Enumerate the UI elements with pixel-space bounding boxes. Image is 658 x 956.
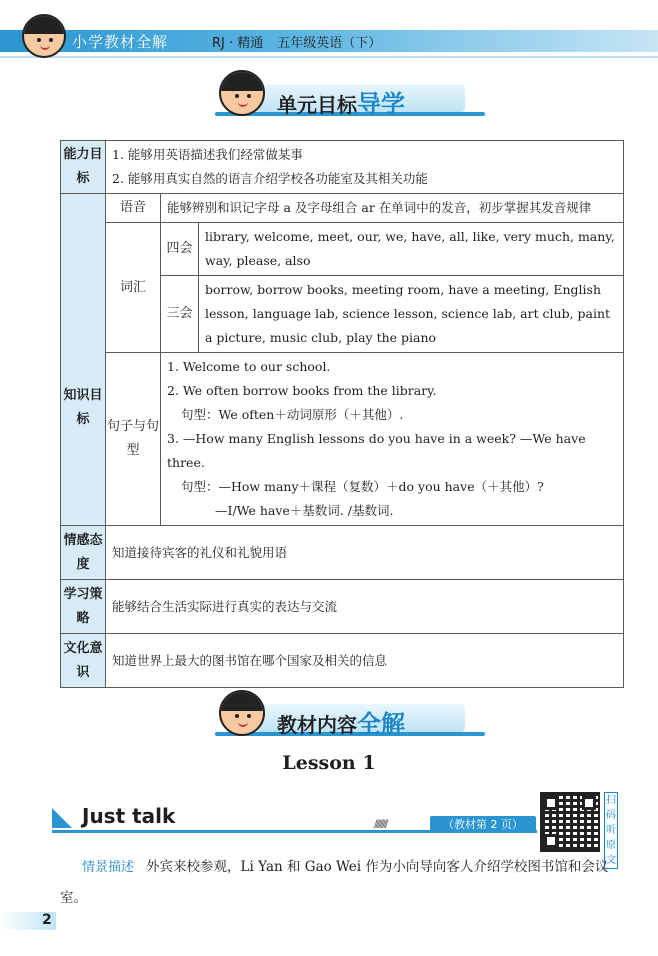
scene-text: 外宾来校参观，Li Yan 和 Gao Wei 作为小向导向客人介绍学校图书馆和会议室。	[60, 859, 609, 906]
just-talk-title: Just talk	[82, 804, 176, 828]
section-banner-content	[215, 700, 485, 738]
subheader-vocabulary: 词汇	[106, 223, 161, 353]
culture-content: 知道世界上最大的图书馆在哪个国家及相关的信息	[106, 634, 624, 688]
subheader-sentences: 句子与句型	[106, 353, 161, 526]
subheader-pronunciation: 语音	[106, 194, 161, 223]
page-number: 2	[42, 912, 52, 928]
unit-goals-table	[60, 140, 624, 688]
ability-content: 1. 能够用英语描述我们经常做某事 2. 能够用真实自然的语言介绍学校各功能室及其相关功能	[106, 141, 624, 194]
section-banner-unit-goals	[215, 80, 485, 118]
section-title: 单元目标导学	[277, 90, 405, 118]
hatch-decoration: /////////	[374, 819, 387, 830]
qr-label: 扫码听原文	[604, 792, 618, 869]
scene-label: 情景描述	[82, 860, 135, 875]
three-skills-content: borrow, borrow books, meeting room, have a meeting, English lesson, language lab, science lesson, science lab, art club, paint a picture, music club, play the piano	[199, 276, 624, 353]
subheader-four-skills: 四会	[161, 223, 199, 276]
row-header-culture: 文化意识	[61, 634, 106, 688]
table-row	[61, 223, 624, 276]
page-ref-tag: （教材第 2 页）	[430, 816, 536, 833]
table-row	[61, 194, 624, 223]
strategy-content: 能够结合生活实际进行真实的表达与交流	[106, 580, 624, 634]
row-header-ability: 能力目标	[61, 141, 106, 194]
brand-title: 小学教材全解	[72, 33, 169, 51]
lesson-title: Lesson 1	[282, 752, 376, 774]
emotion-content: 知道接待宾客的礼仪和礼貌用语	[106, 526, 624, 580]
sentences-content: 1. Welcome to our school. 2. We often borrow books from the library. 句型：We often＋动词原形（＋其他）. 3. —How many English lessons do you have in a week? —We have three. 句型：—How many＋课程（复数）＋do you have（＋其他）? —I/We have＋基数词. /基数词.	[161, 353, 624, 526]
scene-description	[60, 852, 620, 913]
subheader-three-skills: 三会	[161, 276, 199, 353]
mascot-icon	[219, 70, 265, 116]
just-talk-header	[52, 802, 537, 838]
page-number-badge	[0, 912, 56, 930]
row-header-strategy: 学习策略	[61, 580, 106, 634]
mascot-icon	[219, 690, 265, 736]
row-header-emotion: 情感态度	[61, 526, 106, 580]
section-title: 教材内容全解	[277, 710, 405, 738]
four-skills-content: library, welcome, meet, our, we, have, all, like, very much, many, way, please, also	[199, 223, 624, 276]
table-row	[61, 634, 624, 688]
mascot-icon	[22, 14, 66, 58]
series-label	[212, 32, 381, 51]
grade-label: 五年级英语（下）	[277, 36, 382, 51]
pronunciation-content: 能够辨别和识记字母 a 及字母组合 ar 在单词中的发音，初步掌握其发音规律	[161, 194, 624, 223]
qr-code-icon[interactable]	[540, 792, 600, 852]
table-row	[61, 526, 624, 580]
table-row	[61, 353, 624, 526]
series-name: RJ · 精通	[212, 36, 264, 51]
triangle-icon	[52, 808, 72, 828]
row-header-knowledge: 知识目标	[61, 194, 106, 526]
table-row	[61, 141, 624, 194]
table-row	[61, 580, 624, 634]
